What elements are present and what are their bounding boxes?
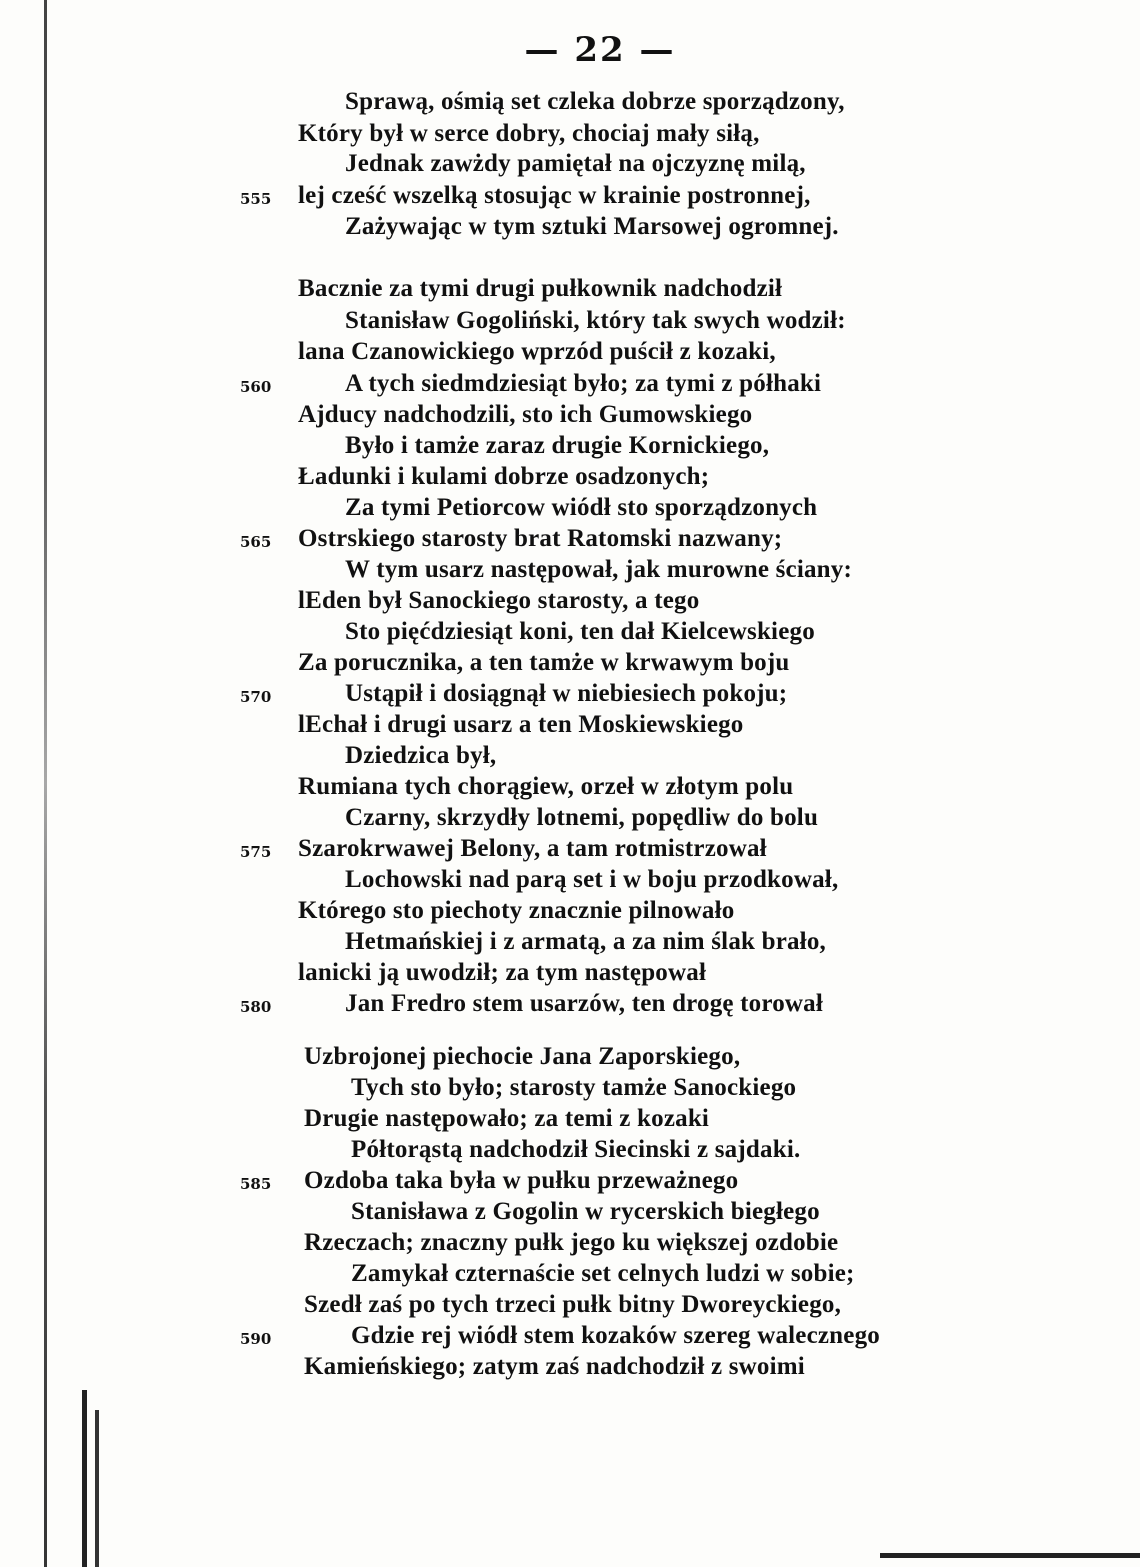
verse-line: Szarokrwawej Belony, a tam rotmistrzował (298, 835, 767, 862)
verse-line: Za porucznika, a ten tamże w krwawym boju (298, 649, 790, 676)
verse-line: Ozdoba taka była w pułku przeważnego (304, 1167, 739, 1194)
verse-line: Dziedzica był, (345, 742, 497, 769)
verse-line: Szedł zaś po tych trzeci pułk bitny Dworeyckiego, (304, 1291, 842, 1318)
page-header (0, 30, 1140, 70)
line-number: 575 (240, 843, 272, 861)
verse-line: Ustąpił i dosiągnął w niebiesiech pokoju; (345, 680, 788, 707)
verse-line: Ajducy nadchodzili, sto ich Gumowskiego (298, 401, 753, 428)
verse-line: Hetmańskiej i z armatą, a za nim ślak brało, (345, 928, 826, 955)
verse-line: Jednak zawżdy pamiętał na ojczyznę milą, (345, 150, 806, 177)
verse-line: Było i tamże zaraz drugie Kornickiego, (345, 432, 770, 459)
verse-line: lEchał i drugi usarz a ten Moskiewskiego (298, 711, 744, 738)
line-number: 580 (240, 998, 272, 1016)
verse-line: A tych siedmdziesiąt było; za tymi z półhaki (345, 370, 822, 397)
verse-line: Rzeczach; znaczny pułk jego ku większej ozdobie (304, 1229, 839, 1256)
verse-line: Gdzie rej wiódł stem kozaków szereg walecznego (351, 1322, 880, 1349)
verse-line: Rumiana tych chorągiew, orzeł w złotym polu (298, 773, 794, 800)
verse-line: Który był w serce dobry, chociaj mały siłą, (298, 120, 760, 147)
verse-line: Ostrskiego starosty brat Ratomski nazwany; (298, 525, 783, 552)
verse-line: Sto pięćdziesiąt koni, ten dał Kielcewskiego (345, 618, 815, 645)
line-number: 590 (240, 1330, 272, 1348)
verse-line: lEden był Sanockiego starosty, a tego (298, 587, 700, 614)
verse-line: Zamykał czternaście set celnych ludzi w sobie; (351, 1260, 855, 1287)
verse-line: Stanisław Gogoliński, który tak swych wodził: (345, 307, 846, 334)
line-number: 585 (240, 1175, 272, 1193)
line-number: 570 (240, 688, 272, 706)
verse-line: Jan Fredro stem usarzów, ten drogę torował (345, 990, 824, 1017)
verse-line: Sprawą, ośmią set czleka dobrze sporządzony, (345, 88, 845, 115)
page-number: — 22 — (524, 30, 676, 70)
verse-line: lanicki ją uwodził; za tym następował (298, 959, 707, 986)
verse-line: W tym usarz następował, jak murowne ściany: (345, 556, 852, 583)
verse-line: Uzbrojonej piechocie Jana Zaporskiego, (304, 1043, 741, 1070)
line-number: 555 (240, 190, 272, 208)
verse-line: Za tymi Petiorcow wiódł sto sporządzonych (345, 494, 818, 521)
verse-line: Zażywając w tym sztuki Marsowej ogromnej. (345, 213, 839, 240)
verse-line: Drugie następowało; za temi z kozaki (304, 1105, 710, 1132)
verse-line: Którego sto piechoty znacznie pilnowało (298, 897, 735, 924)
binding-edge (44, 0, 47, 1567)
line-number: 565 (240, 533, 272, 551)
verse-line: Półtorąstą nadchodził Siecinski z sajdaki. (351, 1136, 801, 1163)
verse-line: lej cześć wszelką stosując w krainie postronnej, (298, 182, 811, 209)
verse-line: Bacznie za tymi drugi pułkownik nadchodził (298, 275, 783, 302)
verse-line: Tych sto było; starosty tamże Sanockiego (351, 1074, 797, 1101)
scan-rule (880, 1553, 1140, 1558)
verse-line: Ładunki i kulami dobrze osadzonych; (298, 463, 710, 490)
binding-mark (82, 1390, 87, 1567)
line-number: 560 (240, 378, 272, 396)
verse-line: Czarny, skrzydły lotnemi, popędliw do bolu (345, 804, 819, 831)
verse-line: Lochowski nad parą set i w boju przodkował, (345, 866, 839, 893)
verse-line: Kamieńskiego; zatym zaś nadchodził z swoimi (304, 1353, 805, 1380)
binding-mark (95, 1410, 99, 1567)
verse-line: Stanisława z Gogolin w rycerskich biegłego (351, 1198, 820, 1225)
verse-line: lana Czanowickiego wprzód puścił z kozaki, (298, 338, 776, 365)
